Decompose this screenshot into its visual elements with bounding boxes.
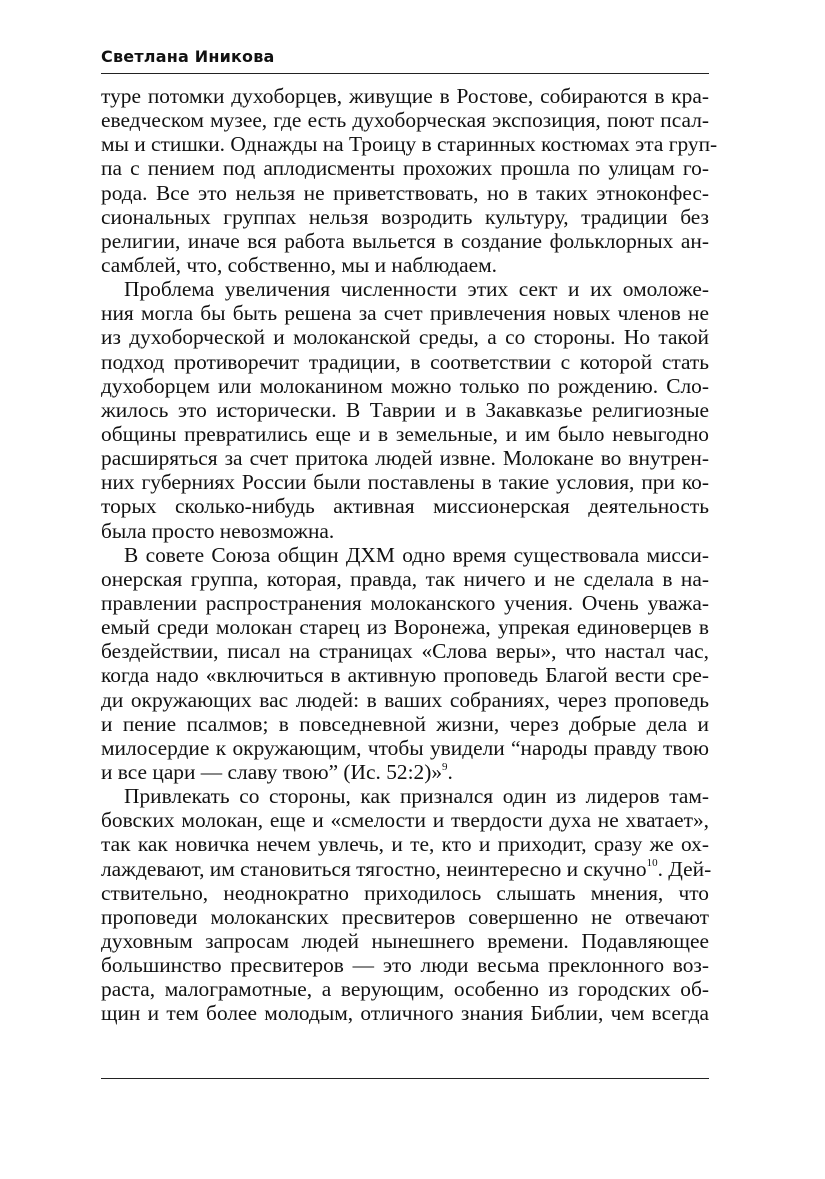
text-segment: лаждевают, им становиться тягостно, неинтересно и скучно: [101, 856, 647, 881]
text-line: щин и тем более молодым, отличного знания Библии, чем всегда: [101, 1001, 709, 1026]
text-line: духовным запросам людей нынешнего времени. Подавляющее: [101, 928, 709, 953]
text-line: ди окружающих вас людей: в ваших собраниях, через проповедь: [101, 687, 709, 712]
quote-ending: и все цари — славу твою” (Ис. 52:2)»: [101, 759, 443, 784]
text-line: ния могла бы быть решена за счет привлечения новых членов не: [101, 301, 709, 326]
footnote-ref[interactable]: 9: [442, 760, 448, 773]
text-line: ствительно, неоднократно приходилось слышать мнения, что: [101, 880, 709, 905]
text-line: па с пением под аплодисменты прохожих прошла по улицам го-: [101, 156, 709, 181]
text-line: онерская группа, которая, правда, так ничего и не сделала в на-: [101, 566, 709, 591]
paragraph-4: [101, 784, 712, 1026]
footer-rule: [101, 1078, 709, 1079]
text-line: Проблема увеличения численности этих сект и их омоложе-: [124, 277, 709, 302]
text-line: еведческом музее, где есть духоборческая экспозиция, поют псал-: [101, 108, 709, 133]
text-line: рода. Все это нельзя не приветствовать, но в таких этноконфес-: [101, 180, 709, 205]
text-line: самблей, что, собственно, мы и наблюдаем.: [101, 252, 497, 277]
text-line: из духоборческой и молоканской среды, а со стороны. Но такой: [101, 325, 709, 350]
text-line: большинство пресвитеров — это люди весьма преклонного воз-: [101, 953, 709, 978]
text-line: бездействии, писал на страницах «Слова веры», что настал час,: [101, 639, 709, 664]
text-line: была просто невозможна.: [101, 518, 335, 543]
text-line: и пение псалмов; в повседневной жизни, через добрые дела и: [101, 711, 709, 736]
text-line: так как новичка нечем увлечь, и те, кто и приходит, сразу же ох-: [101, 832, 709, 857]
paragraph-2: [101, 277, 709, 543]
body-text: [101, 84, 718, 1026]
text-line: [101, 856, 712, 881]
text-segment: . Дей-: [657, 856, 712, 881]
text-line: торых сколько-нибудь активная миссионерская деятельность: [101, 494, 709, 519]
footnote-ref[interactable]: 10: [646, 857, 658, 870]
text-line: расширяться за счет притока людей извне. Молокане во внутрен-: [101, 446, 709, 471]
paragraph-1: [101, 84, 718, 277]
text-line: правлении распространения молоканского учения. Очень уважа-: [101, 590, 709, 615]
text-line: подход противоречит традиции, в соответствии с которой стать: [101, 349, 709, 374]
running-head-author: Светлана Иникова: [101, 47, 275, 66]
text-line: В совете Союза общин ДХМ одно время существовала мисси-: [124, 542, 709, 567]
sentence-end: .: [447, 759, 453, 784]
text-line: милосердие к окружающим, чтобы увидели “народы правду твою: [101, 735, 709, 760]
text-line: емый среди молокан старец из Воронежа, упрекая единоверцев в: [101, 615, 709, 640]
text-line: духоборцем или молоканином можно только по рождению. Сло-: [101, 373, 709, 398]
header-rule: [101, 73, 709, 74]
text-line: бовских молокан, еще и «смелости и твердости духа не хватает»,: [101, 808, 709, 833]
text-line: общины превратились еще и в земельные, и им было невыгодно: [101, 421, 709, 446]
text-line: когда надо «включиться в активную проповедь Благой вести сре-: [101, 663, 709, 688]
text-line: туре потомки духоборцев, живущие в Ростове, собираются в кра-: [101, 84, 709, 108]
text-line: [101, 760, 709, 784]
text-line: раста, малограмотные, а верующим, особенно из городских об-: [101, 977, 709, 1002]
text-line: сиональных группах нельзя возродить культуру, традиции без: [101, 204, 709, 229]
text-line: мы и стишки. Однажды на Троицу в старинных костюмах эта груп-: [101, 132, 718, 157]
paragraph-3: [101, 543, 709, 784]
text-line: религии, иначе вся работа выльется в создание фольклорных ан-: [101, 228, 709, 253]
text-line: них губерниях России были поставлены в такие условия, при ко-: [101, 470, 709, 495]
text-line: проповеди молоканских пресвитеров совершенно не отвечают: [101, 904, 709, 929]
text-line: Привлекать со стороны, как признался один из лидеров там-: [124, 784, 709, 809]
text-line: жилось это исторически. В Таврии и в Закавказье религиозные: [101, 397, 709, 422]
